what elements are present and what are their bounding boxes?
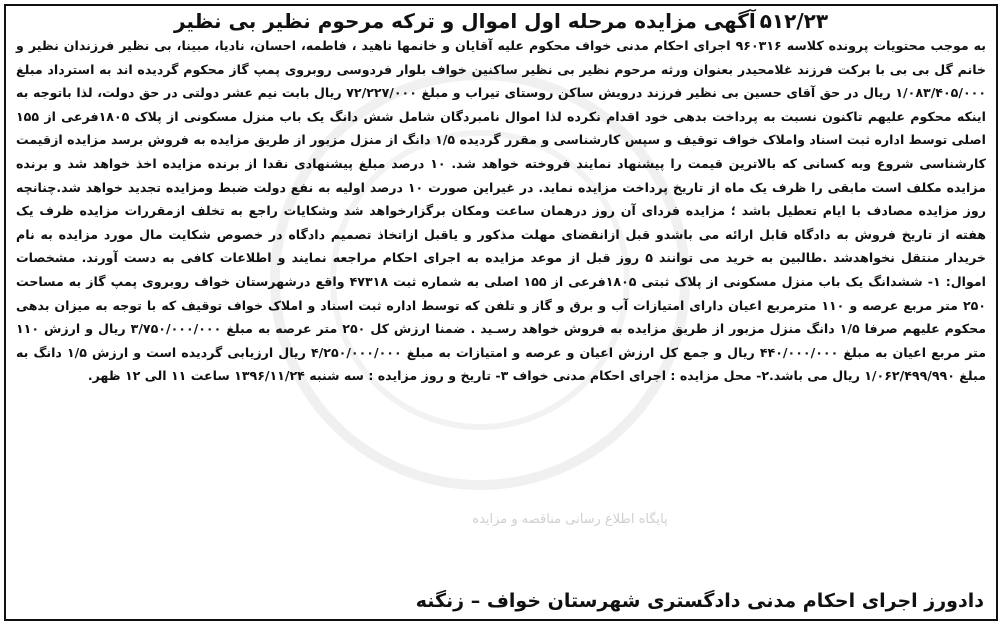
notice-body bbox=[16, 34, 986, 388]
notice-content bbox=[6, 8, 996, 388]
notice-title bbox=[12, 8, 990, 34]
notice-title-text: آگهی مزایده مرحله اول اموال و ترکه مرحوم نظیر بی نظیر bbox=[173, 9, 756, 33]
notice-body-paragraph: به موجب محتویات پرونده کلاسه ۹۶۰۳۱۶ اجرای احکام مدنی خواف محکوم علیه آقایان و خانمها ناهید ، فاطمه، احسان، نادیا، مبینا، بی نظیر فرزندان نظیر و خانم گل بی بی با برکت فرزند غلامحیدر بعنوان ورثه مرحوم نظیر بی نظیر ساکنین خواف بلوار فردوسی روبروی پمپ گاز محکوم گردیده اند به استرداد مبلغ ۱/۰۸۳/۴۰۵/۰۰۰ ریال در حق آقای حسین بی نظیر فرزند درویش ساکن روستای تیراب و مبلغ ۷۲/۲۲۷/۰۰۰ ریال بابت نیم عشر دولتی در حق دولت، لذا باتوجه به اینکه محکوم علیهم تاکنون نسبت به پرداخت بدهی خود اقدام نکرده لذا اموال نامبردگان شامل شش دانگ یک باب منزل مسکونی از پلاک ۱۸۰۵فرعی از ۱۵۵ اصلی توسط اداره ثبت اسناد واملاک خواف توقیف و سپس کارشناسی و مقرر گردیده ۱/۵ دانگ از منزل مزبور از طریق مزایده به فروش برسد مزایده ازقیمت کارشناسی شروع وبه کسانی که بالاترین قیمت را پیشنهاد نمایند فروخته خواهد شد. ۱۰ درصد مبلغ پیشنهادی نقدا از برنده مزایده اخذ خواهد شد و برنده مزایده مکلف است مابقی را ظرف یک ماه از تاریخ پرداخت مزایده نماید. در غیراین صورت ۱۰ درصد اولیه به نفع دولت ضبط ومزایده تجدید خواهد شد.چنانچه روز مزایده مصادف با ایام تعطیل باشد ؛ مزایده فردای آن روز درهمان ساعت ومکان برگزارخواهد شد وشکایات راجع به تخلف ازمقررات مزایده ظرف یک هفته از تاریخ فروش به دادگاه قابل ارائه می باشدو قبل ازانقضای مهلت مذکور و یاقبل ازاتخاذ تصمیم دادگاه در خصوص شکایت مال مورد مزایده به نام خریدار منتقل نخواهدشد .طالبین به خرید می توانند ۵ روز قبل از موعد مزایده به اجرای احکام مراجعه نمایند و اطلاعات کافی به دست آورند. مشخصات اموال: ۱- ششدانگ یک باب منزل مسکونی از پلاک ثبتی ۱۸۰۵فرعی از ۱۵۵ اصلی به شماره ثبت ۴۷۳۱۸ واقع درشهرستان خواف روبروی پمپ گاز به مساحت ۲۵۰ متر مربع عرصه و ۱۱۰ مترمربع اعیان دارای امتیازات آب و برق و گاز و تلفن که توسط اداره ثبت اسناد و املاک خواف توقیف که با توجه به میزان بدهی محکوم علیهم صرفا ۱/۵ دانگ منزل مزبور از طریق مزایده به فروش خواهد رسـید . ضمنا ارزش کل ۲۵۰ متر عرصه به مبلغ ۳/۷۵۰/۰۰۰/۰۰۰ ریال و ارزش ۱۱۰ متر مربع اعیان به مبلغ ۴۴۰/۰۰۰/۰۰۰ ریال و جمع کل ارزش اعیان و عرصه و امتیازات به مبلغ ۴/۲۵۰/۰۰۰/۰۰۰ ریال ارزیابی گردیده است و ارزش ۱/۵ دانگ به مبلغ ۱/۰۶۲/۴۹۹/۹۹۰ ریال می باشد.۲- محل مزایده : اجرای احکام مدنی خواف ۳- تاریخ و روز مزایده : سه شنبه ۱۳۹۶/۱۱/۲۴ ساعت ۱۱ الی ۱۲ ظهر. bbox=[16, 38, 987, 384]
notice-signature: دادورز اجرای احکام مدنی دادگستری شهرستان خواف – زنگنه bbox=[415, 590, 984, 612]
auction-notice bbox=[4, 4, 998, 621]
notice-number: ۵۱۲/۲۳ bbox=[759, 9, 829, 33]
watermark-text: پایگاه اطلاع رسانی مناقصه و مزایده bbox=[472, 512, 668, 527]
